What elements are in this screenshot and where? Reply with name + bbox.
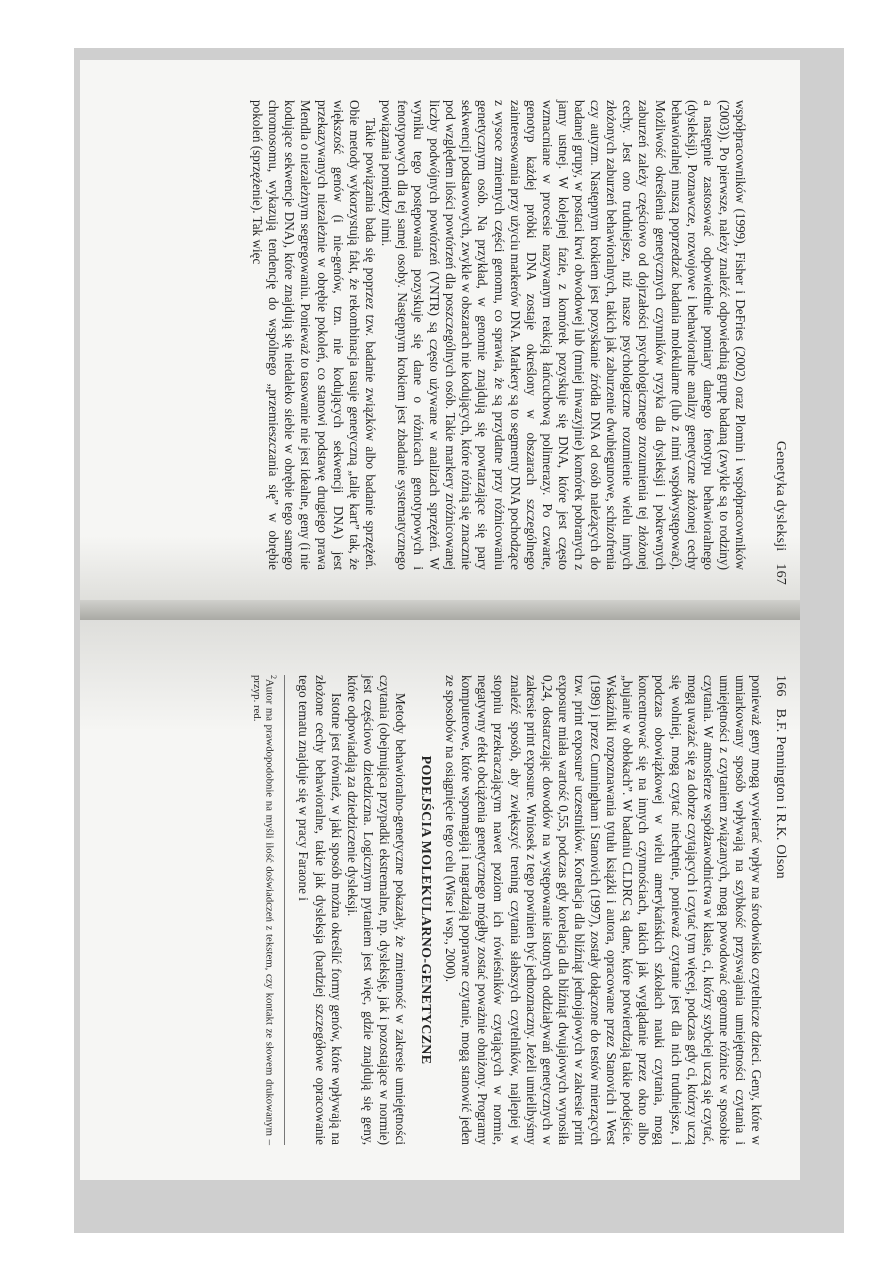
paragraph: ponieważ geny mogą wywierać wpływ na środowisko czytelnicze dzieci. Geny, które w umiarkowany sposób wpływają na szybkość przyswajania umiejętności czytania i umiejętności z czytaniem związanych, mogą powodować ogromne różnice w sposobie czytania. W atmosferze współzawodnictwa w klasie, ci, którzy szybciej uczą się czytać, mogą uważać się za dobrze czytających i czytać tym więcej, podczas gdy ci, którzy uczą się wolniej, mogą czytać niechętnie, ponieważ czytanie jest dla nich trudniejsze, i podczas obowiązkowej w wielu amerykańskich szkołach nauki czytania, mogą koncentrować się na innych czynnościach, takich jak wyglądanie przez okno albo „bujanie w obłokach”. W badaniu CLDRC są dane, które potwierdzają takie podejście. Wskaźniki rozpoznawania tytułu książki i autora, opracowane przez Stanovich i West (1989) i przez Cunningham i Stanovich (1997), zostały dołączone do testów mierzących tzw. print exposure² uczestników. Korelacja dla bliźniąt jednojajowych w zakresie print exposure miała wartość 0,55, podczas gdy korelacja dla bliźniąt dwujajowych wynosiła 0,24, dostarczając dowodów na występowanie istotnych oddziaływań genetycznych w zakresie print exposure. Wniosek z tego powinien być jednoznaczny. Jeżeli umielibyśmy znaleźć sposób, aby zwiększyć trening czytania słabszych czytelników, najlepiej w stopniu przekraczającym nawet poziom ich rówieśników czytających w normie, negatywny efekt obciążenia genetycznego mógłby zostać poważnie obniżony. Programy komputerowe, które wspomagają i nagradzają poprawne czytanie, mogą stanowić jeden ze sposobów na osiągnięcie tego celu (Wise i wsp., 2000). — [443, 675, 764, 1145]
paragraph: Istotne jest również, w jaki sposób można określić formy genów, które wpływają na złożone cechy behawioralne, takie jak dysleksja (bardziej szczegółowe opracowanie tego tematu znajduje się w pracy Faraone i — [296, 675, 344, 1145]
running-head-title: Genetyka dysleksji — [773, 440, 788, 552]
text-column-left — [250, 675, 764, 1145]
book-spread-rotated — [80, 60, 800, 1180]
section-heading: PODEJŚCIA MOLEKULARNO-GENETYCZNE — [418, 755, 434, 1065]
page-167 — [80, 60, 800, 620]
page-number-left: 166 — [773, 675, 788, 697]
running-head-right — [772, 441, 788, 585]
page-number-right: 167 — [773, 563, 788, 585]
text-column-right — [249, 100, 748, 570]
paragraph: współpracowników (1999), Fisher i DeFries (2002) oraz Plomin i współpracowników (2003)). Po pierwsze, należy znaleźć odpowiednią grupę badaną (zwykle są to rodziny) a następnie zastosować odpowiednie pomiary danego fenotypu behawioralnego (dysleksji). Poznawcze, rozwojowe i behawioralne analizy genetyczne złożonej cechy behawioralnej muszą poprzedzać badania molekularne (lub z nimi współwystępować). Możliwość określenia genetycznych czynników ryzyka dla dysleksji i pokrewnych zaburzeń zależy częściowo od dojrzałości psychologicznego zrozumienia tej złożonej cechy. Jest ono trudniejsze, niż nasze psychologiczne rozumienie wielu innych złożonych zaburzeń behawioralnych, takich jak zaburzenie dwubiegunowe, schizofrenia czy autyzm. Następnym krokiem jest pozyskanie źródła DNA od osób należących do badanej grupy, w postaci krwi obwodowej lub (mniej inwazyjnie) komórek pobranych z jamy ustnej. W kolejnej fazie, z komórek pozyskuje się DNA, które jest często wzmacniane w procesie nazywanym reakcją łańcuchową polimerazy. Po czwarte, genotyp każdej próbki DNA zostaje określony w obszarach szczególnego zainteresowania przy użyciu markerów DNA. Markery są to segmenty DNA pochodzące z wysoce zmiennych części genomu, co sprawia, że są przydatne przy różnicowaniu genetycznym osób. Na przykład, w genomie znajdują się powtarzające się pary sekwencji podstawowych, zwykle w obszarach nie kodujących, które różnią się znacznie pod względem ilości powtórzeń dla poszczególnych osób. Takie markery zróżnicowanej liczby podwójnych powtórzeń (VNTR) są często używane w analizach sprzężeń. W wyniku tego postępowania pozyskuje się dane o różnicach genotypowych i fenotypowych dla tej samej osoby. Następnym krokiem jest zbadanie systematycznego powiązania pomiędzy nimi. — [378, 100, 748, 570]
running-head-authors: B.F. Pennington i R.K. Olson — [773, 708, 788, 879]
running-head-left — [772, 675, 788, 879]
footnote-mark: 2 — [269, 675, 279, 679]
paragraph: Metody behawioralno-genetyczne pokazały, że zmienność w zakresie umiejętności czytania (obejmująca przypadki ekstremalne, np. dysleksję, jak i pozostające w normie) jest częściowo dziedziczna. Logicznym pytaniem jest więc, gdzie znajdują się geny, które odpowiadają za dziedziczenie dysleksji. — [344, 675, 409, 1145]
footnote-text: Autor ma prawdopodobnie na myśli ilość doświadczeń z tekstem, czy kontakt ze słowem drukowanym – przyp. red. — [250, 675, 276, 1145]
footnote — [250, 675, 286, 1145]
page-166 — [80, 620, 800, 1180]
paragraph: Takie powiązania bada się poprzez tzw. badanie związków albo badanie sprzężeń. Obie metody wykorzystują fakt, że rekombinacja tasuje genetyczną „talię kart” tak, że większość genów (i nie-genów, tzn. nie kodujących sekwencji DNA) jest przekazywanych niezależnie w obrębie pokoleń, co stanowi podstawę drugiego prawa Mendla o niezależnym segregowaniu. Ponieważ to tasowanie nie jest idealne, geny (i nie kodujące sekwencje DNA), które znajdują się niedaleko siebie w obrębie tego samego chromosomu, wykazują tendencję do wspólnego „przemieszczania się” w obrębie pokoleń (sprzężenie). Tak więc — [250, 100, 378, 570]
